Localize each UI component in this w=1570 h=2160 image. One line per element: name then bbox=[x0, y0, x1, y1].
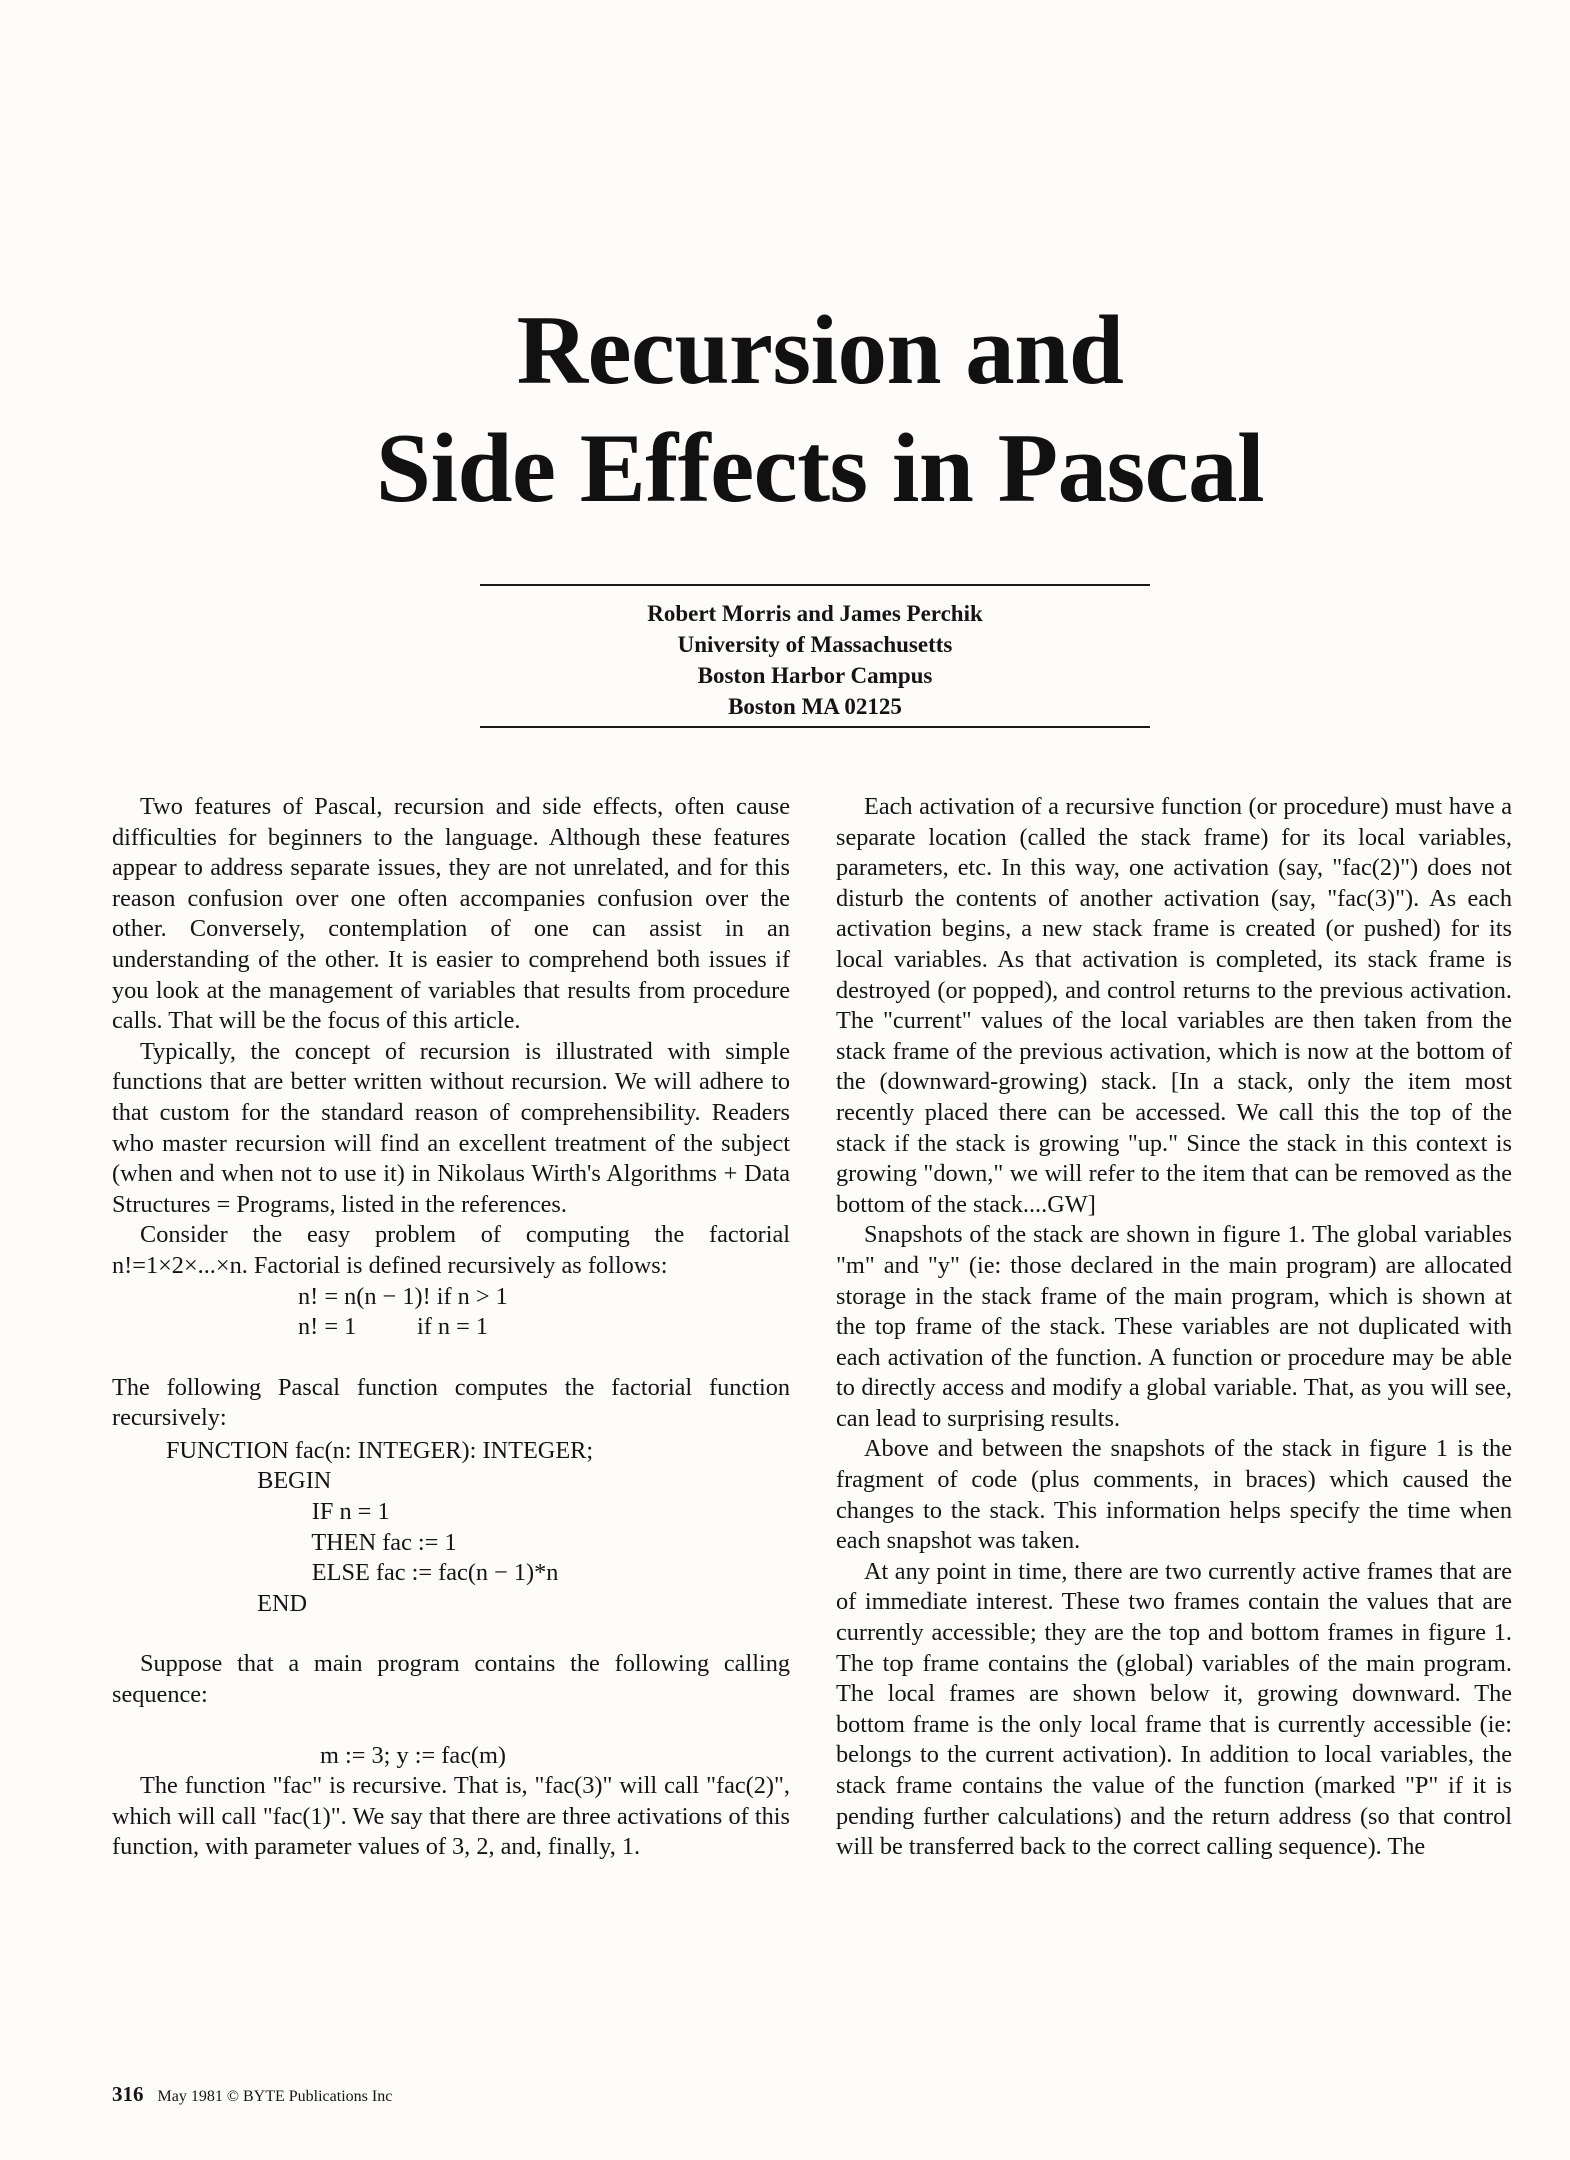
byline-top-rule bbox=[480, 584, 1150, 586]
code-line-1: FUNCTION fac(n: INTEGER): INTEGER; bbox=[166, 1436, 594, 1464]
title-line-1: Recursion and bbox=[516, 296, 1124, 405]
right-paragraph-3: Above and between the snapshots of the stack in figure 1 is the fragment of code (plus comments, in braces) which caused the changes to the stack. This information helps specify the time when each snapshot was taken. bbox=[836, 1435, 1512, 1555]
left-paragraph-6: The function "fac" is recursive. That is, "fac(3)" will call "fac(2)", which will call "fac(1)". We say that there are three activations of this function, with parameter values of 3, 2, and, finally, 1. bbox=[112, 1772, 790, 1861]
left-paragraph-2: Typically, the concept of recursion is illustrated with simple functions that are better written without recursion. We will adhere to that custom for the standard reason of comprehensibility. Readers who master recursion will find an excellent treatment of the subject (when and when not to use it) in Nikolaus Wirth's Algorithms + Data Structures = Programs, listed in the references. bbox=[112, 1037, 790, 1218]
title-line-2: Side Effects in Pascal bbox=[375, 414, 1265, 523]
code-line-2: BEGIN bbox=[166, 1467, 332, 1495]
code-line-6: END bbox=[166, 1589, 308, 1617]
code-listing bbox=[112, 1434, 790, 1620]
article-title bbox=[0, 292, 1570, 528]
left-paragraph-5: Suppose that a main program contains the following calling sequence: bbox=[112, 1650, 790, 1709]
left-paragraph-1: Two features of Pascal, recursion and side effects, often cause difficulties for beginners to the language. Although these features appear to address separate issues, they are not unrelated, and for this reason confusion over one often accompanies confusion over the other. Conversely, contemplation of one can assist in an understanding of the other. It is easier to comprehend both issues if you look at the management of variables that results from procedure calls. That will be the focus of this article. bbox=[112, 793, 790, 1035]
byline-address: Boston MA 02125 bbox=[728, 694, 902, 719]
left-paragraph-4: The following Pascal function computes the factorial function recursively: bbox=[112, 1373, 790, 1432]
equation-2: n! = 1 if n = 1 bbox=[298, 1313, 489, 1341]
right-paragraph-1: Each activation of a recursive function (or procedure) must have a separate location (called the stack frame) for its local variables, parameters, etc. In this way, one activation (say, "fac(2)") does not disturb the contents of another activation (say, "fac(3)"). As each activation begins, a new stack frame is created (or pushed) for its local variables. As that activation is completed, its stack frame is destroyed (or popped), and control returns to the previous activation. The "current" values of the local variables are then taken from the stack frame of the previous activation, which is now at the bottom of the (downward-growing) stack. [In a stack, only the item most recently placed there can be accessed. We call this the top of the stack if the stack is growing "up." Since the stack in this context is growing "down," we will refer to the item that can be removed as the bottom of the stack....GW] bbox=[836, 793, 1512, 1218]
byline-campus: Boston Harbor Campus bbox=[697, 663, 933, 688]
left-paragraph-3: Consider the easy problem of computing the factorial n!=1×2×...×n. Factorial is defined recursively as follows: bbox=[112, 1221, 790, 1279]
page-footer bbox=[112, 2082, 392, 2107]
equation-1: n! = n(n − 1)! if n > 1 bbox=[298, 1282, 508, 1310]
right-paragraph-4: At any point in time, there are two currently active frames that are of immediate interest. These two frames contain the values that are currently accessible; they are the top and bottom frames in figure 1. The top frame contains the (global) variables of the main program. The local frames are shown below it, growing downward. The bottom frame is the only local frame that is currently accessible (ie: belongs to the current activation). In addition to local variables, the stack frame contains the value of the function (marked "P" if it is pending further calculations) and the return address (so that control will be transferred back to the correct calling sequence). The bbox=[836, 1557, 1512, 1861]
footer-credit: May 1981 © BYTE Publications Inc bbox=[157, 2088, 393, 2105]
page-number: 316 bbox=[112, 2082, 144, 2106]
code-line-5: ELSE fac := fac(n − 1)*n bbox=[166, 1559, 559, 1587]
code-line-3: IF n = 1 bbox=[166, 1498, 390, 1526]
left-column bbox=[112, 792, 790, 1863]
byline bbox=[480, 598, 1150, 722]
code-line-4: THEN fac := 1 bbox=[166, 1528, 457, 1556]
byline-authors: Robert Morris and James Perchik bbox=[647, 601, 983, 626]
byline-affiliation: University of Massachusetts bbox=[677, 632, 953, 657]
byline-bottom-rule bbox=[480, 726, 1150, 728]
calling-sequence: m := 3; y := fac(m) bbox=[320, 1741, 506, 1769]
right-paragraph-2: Snapshots of the stack are shown in figure 1. The global variables "m" and "y" (ie: those declared in the main program) are allocated storage in the stack frame of the main program, which is shown at the top frame of the stack. These variables are not duplicated with each activation of the function. A function or procedure may be able to directly access and modify a global variable. That, as you will see, can lead to surprising results. bbox=[836, 1221, 1512, 1432]
right-column bbox=[836, 792, 1512, 1863]
